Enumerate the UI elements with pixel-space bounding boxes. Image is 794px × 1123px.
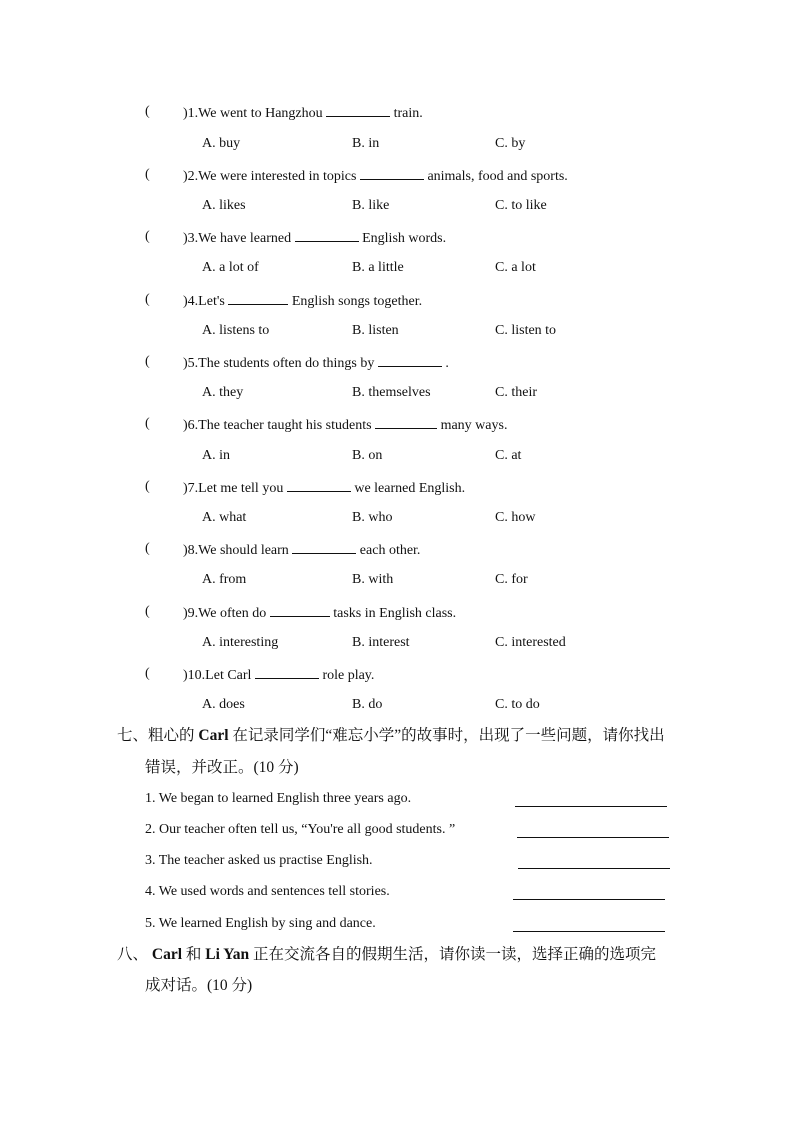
option-c: C. a lot (495, 260, 536, 275)
question-text (183, 102, 423, 124)
option-c: C. their (495, 385, 537, 400)
question-stem-after: train. (393, 106, 423, 121)
question-number: )6. (183, 418, 199, 433)
option-a: A. does (202, 697, 245, 712)
section7-heading-line2: 错误，并改正。(10 分) (145, 759, 299, 776)
answer-paren[interactable]: ( (145, 229, 150, 244)
fill-blank[interactable] (378, 352, 442, 367)
answer-paren[interactable]: ( (145, 479, 150, 494)
correction-answer-line-1[interactable] (515, 805, 667, 807)
question-stem-after: role play. (322, 668, 375, 683)
option-b: B. themselves (352, 385, 431, 400)
option-c: C. to like (495, 198, 547, 213)
option-b: B. like (352, 198, 390, 213)
question-stem-after: . (445, 356, 449, 371)
fill-blank[interactable] (292, 539, 356, 554)
question-stem-after: tasks in English class. (333, 606, 457, 621)
question-text (183, 165, 568, 187)
question-stem-before: We were interested in topics (198, 169, 357, 184)
question-text (183, 290, 422, 312)
option-a: A. interesting (202, 635, 279, 650)
option-c: C. to do (495, 697, 540, 712)
answer-paren[interactable]: ( (145, 416, 150, 431)
option-c: C. for (495, 572, 528, 587)
question-stem-before: We have learned (198, 231, 292, 246)
section8-prefix: 八、 (117, 946, 149, 963)
question-number: )1. (183, 106, 199, 121)
option-b: B. with (352, 572, 394, 587)
option-a: A. what (202, 510, 247, 525)
answer-paren[interactable]: ( (145, 292, 150, 307)
section7-heading (117, 725, 665, 747)
question-number: )5. (183, 356, 199, 371)
option-b: B. a little (352, 260, 404, 275)
option-a: A. buy (202, 136, 241, 151)
section8-name2: Li Yan (205, 946, 250, 963)
question-text (183, 352, 449, 374)
answer-paren[interactable]: ( (145, 541, 150, 556)
question-stem-before: We went to Hangzhou (198, 106, 323, 121)
question-stem-after: each other. (359, 543, 421, 558)
question-stem-before: We often do (198, 606, 267, 621)
answer-paren[interactable]: ( (145, 167, 150, 182)
question-stem-after: we learned English. (354, 481, 466, 496)
section8-heading (117, 944, 656, 966)
question-text (183, 414, 507, 436)
correction-answer-line-5[interactable] (513, 930, 665, 932)
question-stem-after: many ways. (440, 418, 508, 433)
section8-mid: 和 (185, 946, 202, 963)
option-a: A. listens to (202, 323, 270, 338)
question-number: )8. (183, 543, 199, 558)
correction-text: 2. Our teacher often tell us, “You're all good students. ” (145, 822, 456, 837)
fill-blank[interactable] (287, 477, 351, 492)
question-text (183, 602, 456, 624)
question-number: )10. (183, 668, 206, 683)
correction-answer-line-2[interactable] (517, 836, 669, 838)
section8-heading-line2: 成对话。(10 分) (145, 977, 253, 994)
section7-name: Carl (198, 727, 229, 744)
option-a: A. they (202, 385, 244, 400)
question-text (183, 664, 374, 686)
option-a: A. a lot of (202, 260, 259, 275)
question-number: )9. (183, 606, 199, 621)
answer-paren[interactable]: ( (145, 604, 150, 619)
question-stem-before: Let's (198, 294, 225, 309)
question-stem-after: animals, food and sports. (427, 169, 568, 184)
option-a: A. in (202, 448, 230, 463)
answer-paren[interactable]: ( (145, 354, 150, 369)
question-stem-before: Let Carl (205, 668, 252, 683)
option-b: B. who (352, 510, 393, 525)
question-text (183, 477, 465, 499)
option-b: B. interest (352, 635, 410, 650)
question-stem-after: English words. (362, 231, 447, 246)
question-stem-before: Let me tell you (198, 481, 284, 496)
fill-blank[interactable] (360, 165, 424, 180)
correction-text: 5. We learned English by sing and dance. (145, 916, 376, 931)
answer-paren[interactable]: ( (145, 666, 150, 681)
option-b: B. do (352, 697, 383, 712)
question-number: )3. (183, 231, 199, 246)
question-stem-before: The teacher taught his students (198, 418, 372, 433)
fill-blank[interactable] (228, 290, 288, 305)
question-text (183, 539, 420, 561)
fill-blank[interactable] (270, 602, 330, 617)
fill-blank[interactable] (295, 227, 359, 242)
question-stem-before: The students often do things by (198, 356, 375, 371)
section7-prefix: 七、粗心的 (117, 727, 195, 744)
question-number: )7. (183, 481, 199, 496)
correction-answer-line-4[interactable] (513, 898, 665, 900)
fill-blank[interactable] (375, 414, 437, 429)
question-stem-before: We should learn (198, 543, 289, 558)
option-b: B. on (352, 448, 383, 463)
correction-text: 4. We used words and sentences tell stories. (145, 884, 390, 899)
section7-suffix: 在记录同学们“难忘小学”的故事时，出现了一些问题，请你找出 (232, 727, 665, 744)
option-b: B. in (352, 136, 380, 151)
option-c: C. interested (495, 635, 566, 650)
question-stem-after: English songs together. (291, 294, 423, 309)
option-b: B. listen (352, 323, 399, 338)
answer-paren[interactable]: ( (145, 104, 150, 119)
section8-name1: Carl (151, 946, 183, 963)
correction-text: 1. We began to learned English three years ago. (145, 791, 412, 806)
fill-blank[interactable] (255, 664, 319, 679)
question-number: )2. (183, 169, 199, 184)
option-a: A. from (202, 572, 247, 587)
option-c: C. by (495, 136, 526, 151)
question-number: )4. (183, 294, 199, 309)
question-text (183, 227, 446, 249)
option-c: C. at (495, 448, 522, 463)
correction-answer-line-3[interactable] (518, 867, 670, 869)
option-c: C. listen to (495, 323, 557, 338)
fill-blank[interactable] (326, 102, 390, 117)
section8-suffix: 正在交流各自的假期生活，请你读一读，选择正确的选项完 (252, 946, 656, 963)
option-c: C. how (495, 510, 536, 525)
correction-text: 3. The teacher asked us practise English. (145, 853, 373, 868)
option-a: A. likes (202, 198, 246, 213)
